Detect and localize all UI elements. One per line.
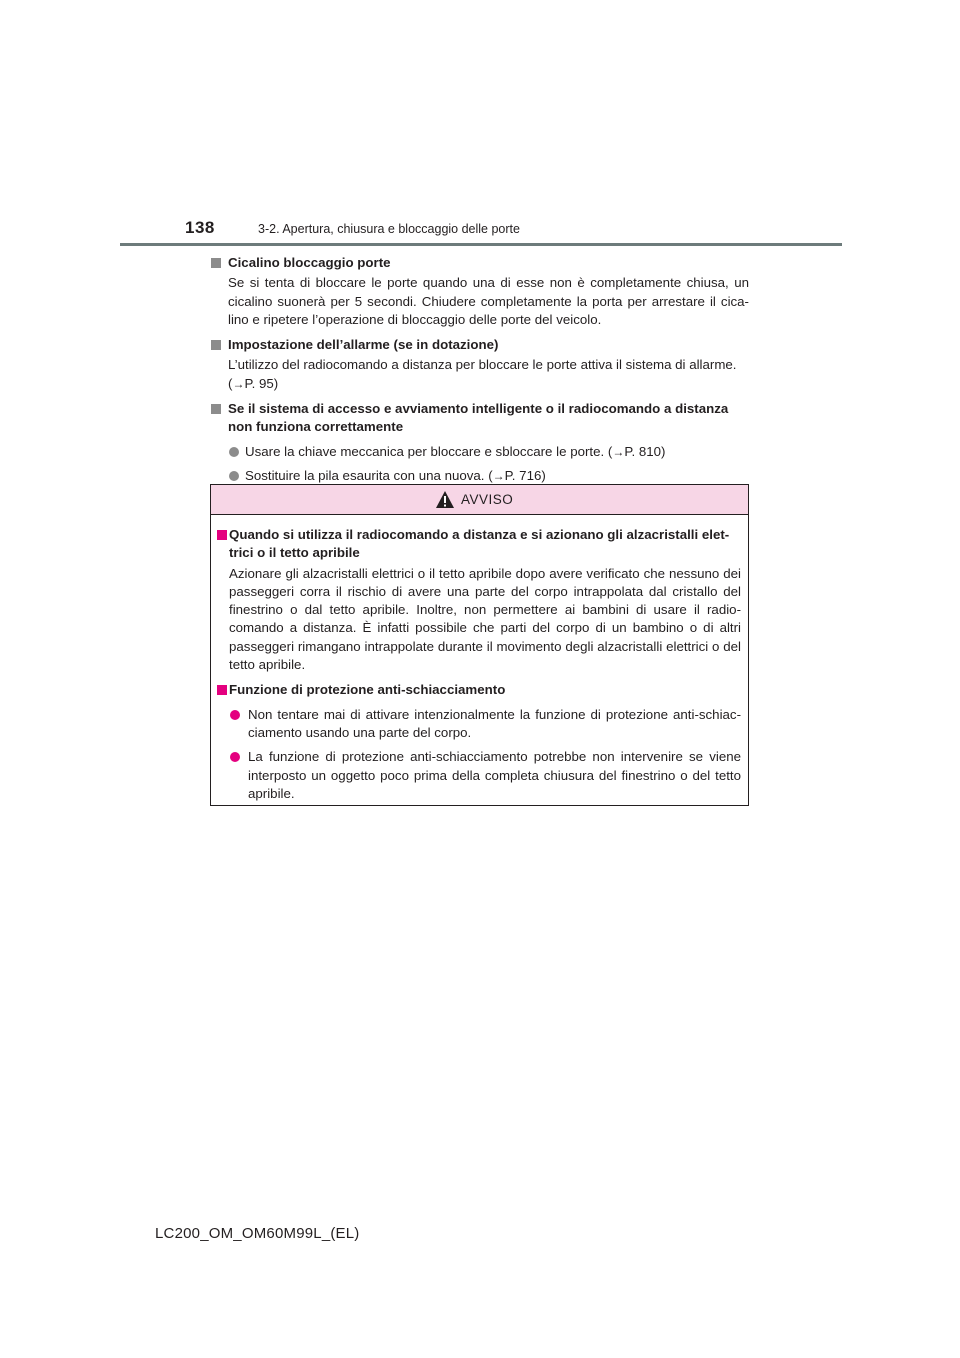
warning-header <box>211 485 748 515</box>
section-door-lock-buzzer <box>211 254 749 329</box>
round-bullet-icon <box>230 752 240 762</box>
page-reference[interactable]: P. 810) <box>624 443 666 459</box>
section-title <box>211 336 749 354</box>
warning-list-item <box>229 706 741 743</box>
warning-title: AVVISO <box>461 492 514 507</box>
arrow-right-icon: → <box>492 468 505 483</box>
warning-body <box>211 515 748 803</box>
warning-section-title-text: Quando si utilizza il radiocomando a distanza e si azionano gli alzacristalli elet-trici o il tetto apribile <box>229 527 730 561</box>
section-text: Se si tenta di bloccare le porte quando una di esse non è completamente chiusa, un cicalino suonerà per 5 secondi. Chiudere completamente la porta per arrestare il cica-lino e ripetere l’operazione di bloccaggio delle porte del veicolo. <box>228 275 749 327</box>
warning-section-anti-pinch <box>217 681 741 803</box>
chapter-header: 3-2. Apertura, chiusura e bloccaggio delle porte <box>258 222 520 236</box>
section-title-text: Cicalino bloccaggio porte <box>228 255 391 270</box>
section-text <box>228 356 749 393</box>
section-title <box>211 254 749 272</box>
round-bullet-icon <box>229 447 239 457</box>
square-bullet-icon <box>211 404 221 414</box>
page-reference[interactable]: P. 716) <box>504 467 546 483</box>
section-alarm-setting <box>211 336 749 393</box>
square-bullet-icon <box>211 258 221 268</box>
section-title-text: Impostazione dell’allarme (se in dotazione) <box>228 337 499 353</box>
list-item-text: Sostituire la pila esaurita con una nuova. ( <box>245 467 493 483</box>
header-divider <box>120 243 842 246</box>
section-smart-entry-malfunction <box>211 400 749 485</box>
round-bullet-icon <box>230 710 240 720</box>
page-reference[interactable]: P. 95) <box>244 375 279 391</box>
arrow-right-icon: → <box>232 376 245 391</box>
page-number: 138 <box>185 218 215 237</box>
warning-section-title <box>217 526 741 563</box>
square-bullet-icon <box>217 530 227 540</box>
ref-open: ( <box>228 375 233 391</box>
round-bullet-icon <box>229 471 239 481</box>
warning-section-title <box>217 681 741 699</box>
warning-list-item-text: Non tentare mai di attivare intenzionalmente la funzione di protezione anti-schiac-ciamento usando una parte del corpo. <box>248 706 741 740</box>
section-title-text: Se il sistema di accesso e avviamento intelligente o il radiocomando a distanza non funziona correttamente <box>228 401 729 435</box>
list-item <box>228 443 749 461</box>
warning-section-text: Azionare gli alzacristalli elettrici o il tetto apribile dopo avere verificato che nessuno dei passeggeri corra il rischio di avere una parte del corpo intrappolata dal cristallo del finestrino o dal tetto apribile. Inoltre, non permettere ai bambini di usare il radio-comando a distanza. È infatti possibile che parti del corpo di un bambino o di altri passeggeri rimangano intrappolate durante il movimento degli alzacristalli elettrici o del tetto apribile. <box>229 565 741 673</box>
warning-triangle-icon <box>435 490 455 509</box>
section-title <box>211 400 749 437</box>
square-bullet-icon <box>211 340 221 350</box>
warning-box <box>210 484 749 806</box>
square-bullet-icon <box>217 685 227 695</box>
arrow-right-icon: → <box>612 444 625 459</box>
warning-list-item-text: La funzione di protezione anti-schiacciamento potrebbe non intervenire se viene interposto un oggetto poco prima della completa chiusura del finestrino o del tetto apribile. <box>248 749 741 801</box>
list-item <box>228 467 749 485</box>
warning-section-remote-windows <box>217 526 741 674</box>
main-content <box>211 254 749 492</box>
document-footer: LC200_OM_OM60M99L_(EL) <box>155 1225 360 1242</box>
section-text-body: L’utilizzo del radiocomando a distanza per bloccare le porte attiva il sistema di allarme. <box>228 357 737 373</box>
warning-list-item <box>229 748 741 803</box>
list-item-text: Usare la chiave meccanica per bloccare e sbloccare le porte. ( <box>245 443 613 459</box>
warning-section-title-text: Funzione di protezione anti-schiacciamento <box>229 682 506 698</box>
